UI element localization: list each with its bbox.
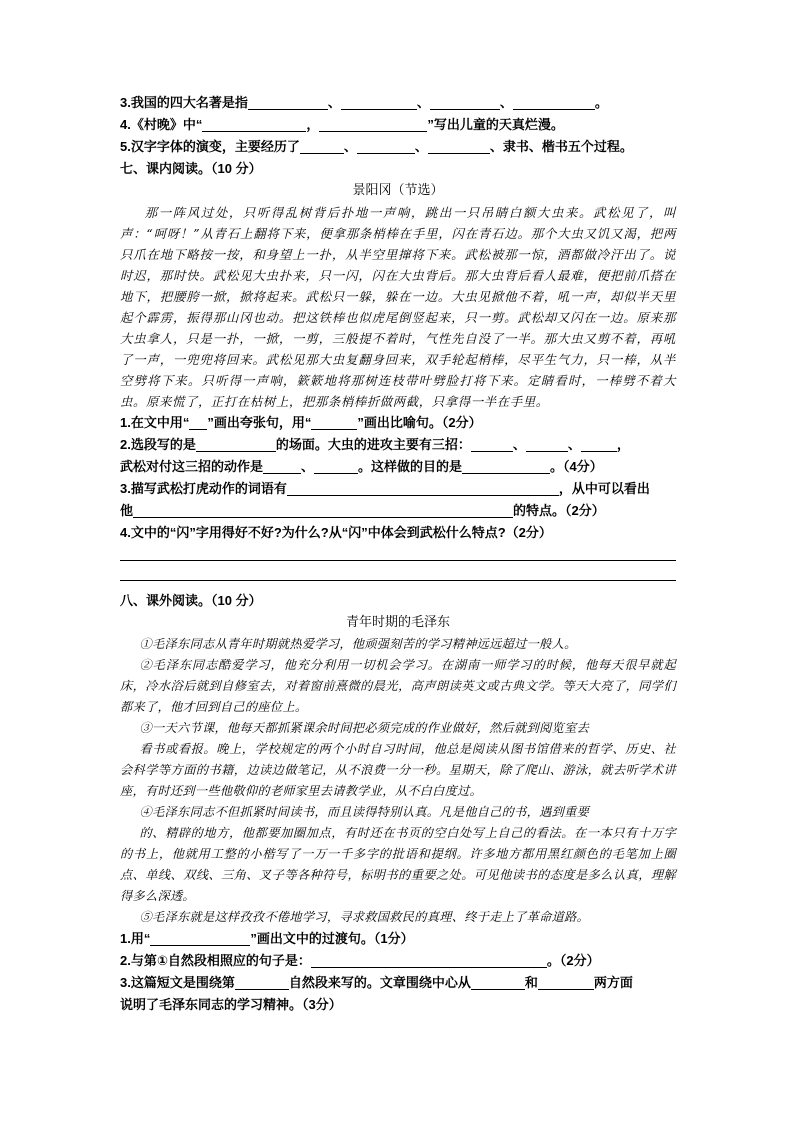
s7-question-1: 1.在文中用“ ”画出夸张句，用“ ”画出比喻句。（2分）	[120, 415, 482, 430]
s7-question-2-cont: 武松对付这三招的动作是 、 。这样做的目的是 。（4分）	[120, 459, 603, 474]
answer-blank[interactable]	[581, 437, 617, 452]
passage-paragraph-2: ②毛泽东同志酷爱学习，他充分利用一切机会学习。在湖南一师学习的时候，他每天很早就起床，冷水浴后就到自修室去，对着窗前熹微的晨光，高声朗读英文或古典文学。等天大亮了，同学们都来了，他才回到自己的座位上。	[120, 658, 676, 714]
section-8-heading: 八、课外阅读。（10 分）	[120, 593, 262, 608]
passage-title-mao: 青年时期的毛泽东	[345, 615, 450, 630]
answer-blank[interactable]	[319, 117, 427, 132]
s8-question-2: 2.与第①自然段相照应的句子是： 。（2分）	[120, 953, 600, 968]
s8-question-3-cont: 说明了毛泽东同志的学习精神。（3分）	[120, 997, 342, 1012]
answer-blank[interactable]	[538, 975, 594, 990]
s7-question-3-cont: 他 的特点。（2分）	[120, 503, 605, 518]
answer-blank[interactable]	[235, 975, 289, 990]
answer-blank[interactable]	[314, 459, 358, 474]
answer-blank[interactable]	[462, 459, 550, 474]
answer-blank[interactable]	[311, 953, 547, 968]
answer-blank[interactable]	[311, 415, 357, 430]
s8-question-1: 1.用“ ”画出文中的过渡句。（1分）	[120, 931, 414, 946]
passage-paragraph-4-cont: 的、精辟的地方，他都要加圈加点，有时还在书页的空白处写上自己的看法。在一本只有十万字的书上，他就用工整的小楷写了一万一千多字的批语和提纲。许多地方都用黑红颜色的毛笔加上圈点、单线、双线、三角、叉子等各种符号，标明书的重要之处。可见他读书的态度是多么认真，理解得多么深透。	[120, 826, 676, 903]
answer-blank[interactable]	[248, 95, 328, 110]
question-3-four-classics: 3.我国的四大名著是指 、 、 、 。	[120, 95, 608, 110]
answer-line[interactable]	[120, 550, 676, 561]
s7-question-4: 4.文中的“闪”字用得好不好?为什么?从“闪”中体会到武松什么特点?（2分）	[120, 525, 552, 540]
answer-line[interactable]	[120, 570, 676, 581]
answer-blank[interactable]	[196, 437, 276, 452]
answer-blank[interactable]	[133, 503, 513, 518]
answer-blank[interactable]	[263, 459, 301, 474]
passage-paragraph-5: ⑤毛泽东就是这样孜孜不倦地学习，寻求救国救民的真理、终于走上了革命道路。	[139, 910, 590, 924]
passage-title-jingyanggang: 景阳冈（节选）	[352, 183, 444, 198]
s8-question-3: 3.这篇短文是围绕第 自然段来写的。文章围绕中心从 和 两方面	[120, 975, 633, 990]
s7-question-2: 2.选段写的是 的场面。大虫的进攻主要有三招： 、 、 ，	[120, 437, 630, 452]
passage-paragraph-1: ①毛泽东同志从青年时期就热爱学习，他顽强刻苦的学习精神远远超过一般人。	[139, 637, 577, 651]
answer-blank[interactable]	[341, 95, 417, 110]
answer-blank[interactable]	[357, 139, 415, 154]
answer-blank[interactable]	[287, 481, 559, 496]
answer-blank[interactable]	[430, 95, 500, 110]
section-7-heading: 七、课内阅读。（10 分）	[120, 161, 262, 176]
question-5-script-evolution: 5.汉字字体的演变，主要经历了 、 、 、隶书、楷书五个过程。	[120, 139, 633, 154]
answer-blank[interactable]	[471, 975, 525, 990]
s7-question-3: 3.描写武松打虎动作的词语有 ，从中可以看出	[120, 481, 650, 496]
passage-paragraph-3: ③一天六节课，他每天都抓紧课余时间把必须完成的作业做好，然后就到阅览室去	[139, 721, 590, 735]
passage-jingyanggang: 那一阵风过处，只听得乱树背后扑地一声响，跳出一只吊睛白额大虫来。武松见了，叫声：“呵呀！”从青石上翻将下来，便拿那条梢棒在手里，闪在青石边。那个大虫又饥又渴，把两只爪在地下略按一按，和身望上一扑，从半空里撺将下来。武松被那一惊，酒都做冷汗出了。说时迟，那时快。武松见大虫扑来，只一闪，闪在大虫背后。那大虫背后看人最难，便把前爪搭在地下，把腰胯一掀，掀将起来。武松只一躲，躲在一边。大虫见掀他不着，吼一声，却似半天里起个霹雳，振得那山冈也动。把这铁棒也似虎尾倒竖起来，只一剪。武松却又闪在一边。原来那大虫拿人，只是一扑，一掀，一剪，三般提不着时，气性先自没了一半。那大虫又剪不着，再吼了一声，一兜兜将回来。武松见那大虫复翻身回来，双手轮起梢棒，尽平生气力，只一棒，从半空劈将下来。只听得一声响，簌簌地将那树连枝带叶劈脸打将下来。定睛看时，一棒劈不着大虫。原来慌了，正打在枯树上，把那条梢棒折做两截，只拿得一半在手里。	[120, 205, 676, 409]
answer-blank[interactable]	[471, 437, 513, 452]
answer-blank[interactable]	[428, 139, 490, 154]
answer-blank[interactable]	[513, 95, 595, 110]
passage-paragraph-3-cont: 看书或看报。晚上，学校规定的两个小时自习时间，他总是阅读从图书馆借来的哲学、历史、社会科学等方面的书籍，边读边做笔记，从不浪费一分一秒。星期天，除了爬山、游泳，就去听学术讲座，有时还到一些他敬仰的老师家里去请教学业，从不白白度过。	[120, 742, 676, 798]
answer-blank[interactable]	[300, 139, 344, 154]
worksheet-page	[120, 92, 676, 1016]
question-4-cunwan: 4.《村晚》中“ ， ”写出儿童的天真烂漫。	[120, 117, 564, 132]
answer-blank[interactable]	[526, 437, 568, 452]
answer-blank[interactable]	[189, 415, 207, 430]
answer-blank[interactable]	[150, 931, 250, 946]
answer-blank[interactable]	[202, 117, 306, 132]
passage-paragraph-4: ④毛泽东同志不但抓紧时间读书，而且读得特别认真。凡是他自己的书，遇到重要	[139, 805, 590, 819]
